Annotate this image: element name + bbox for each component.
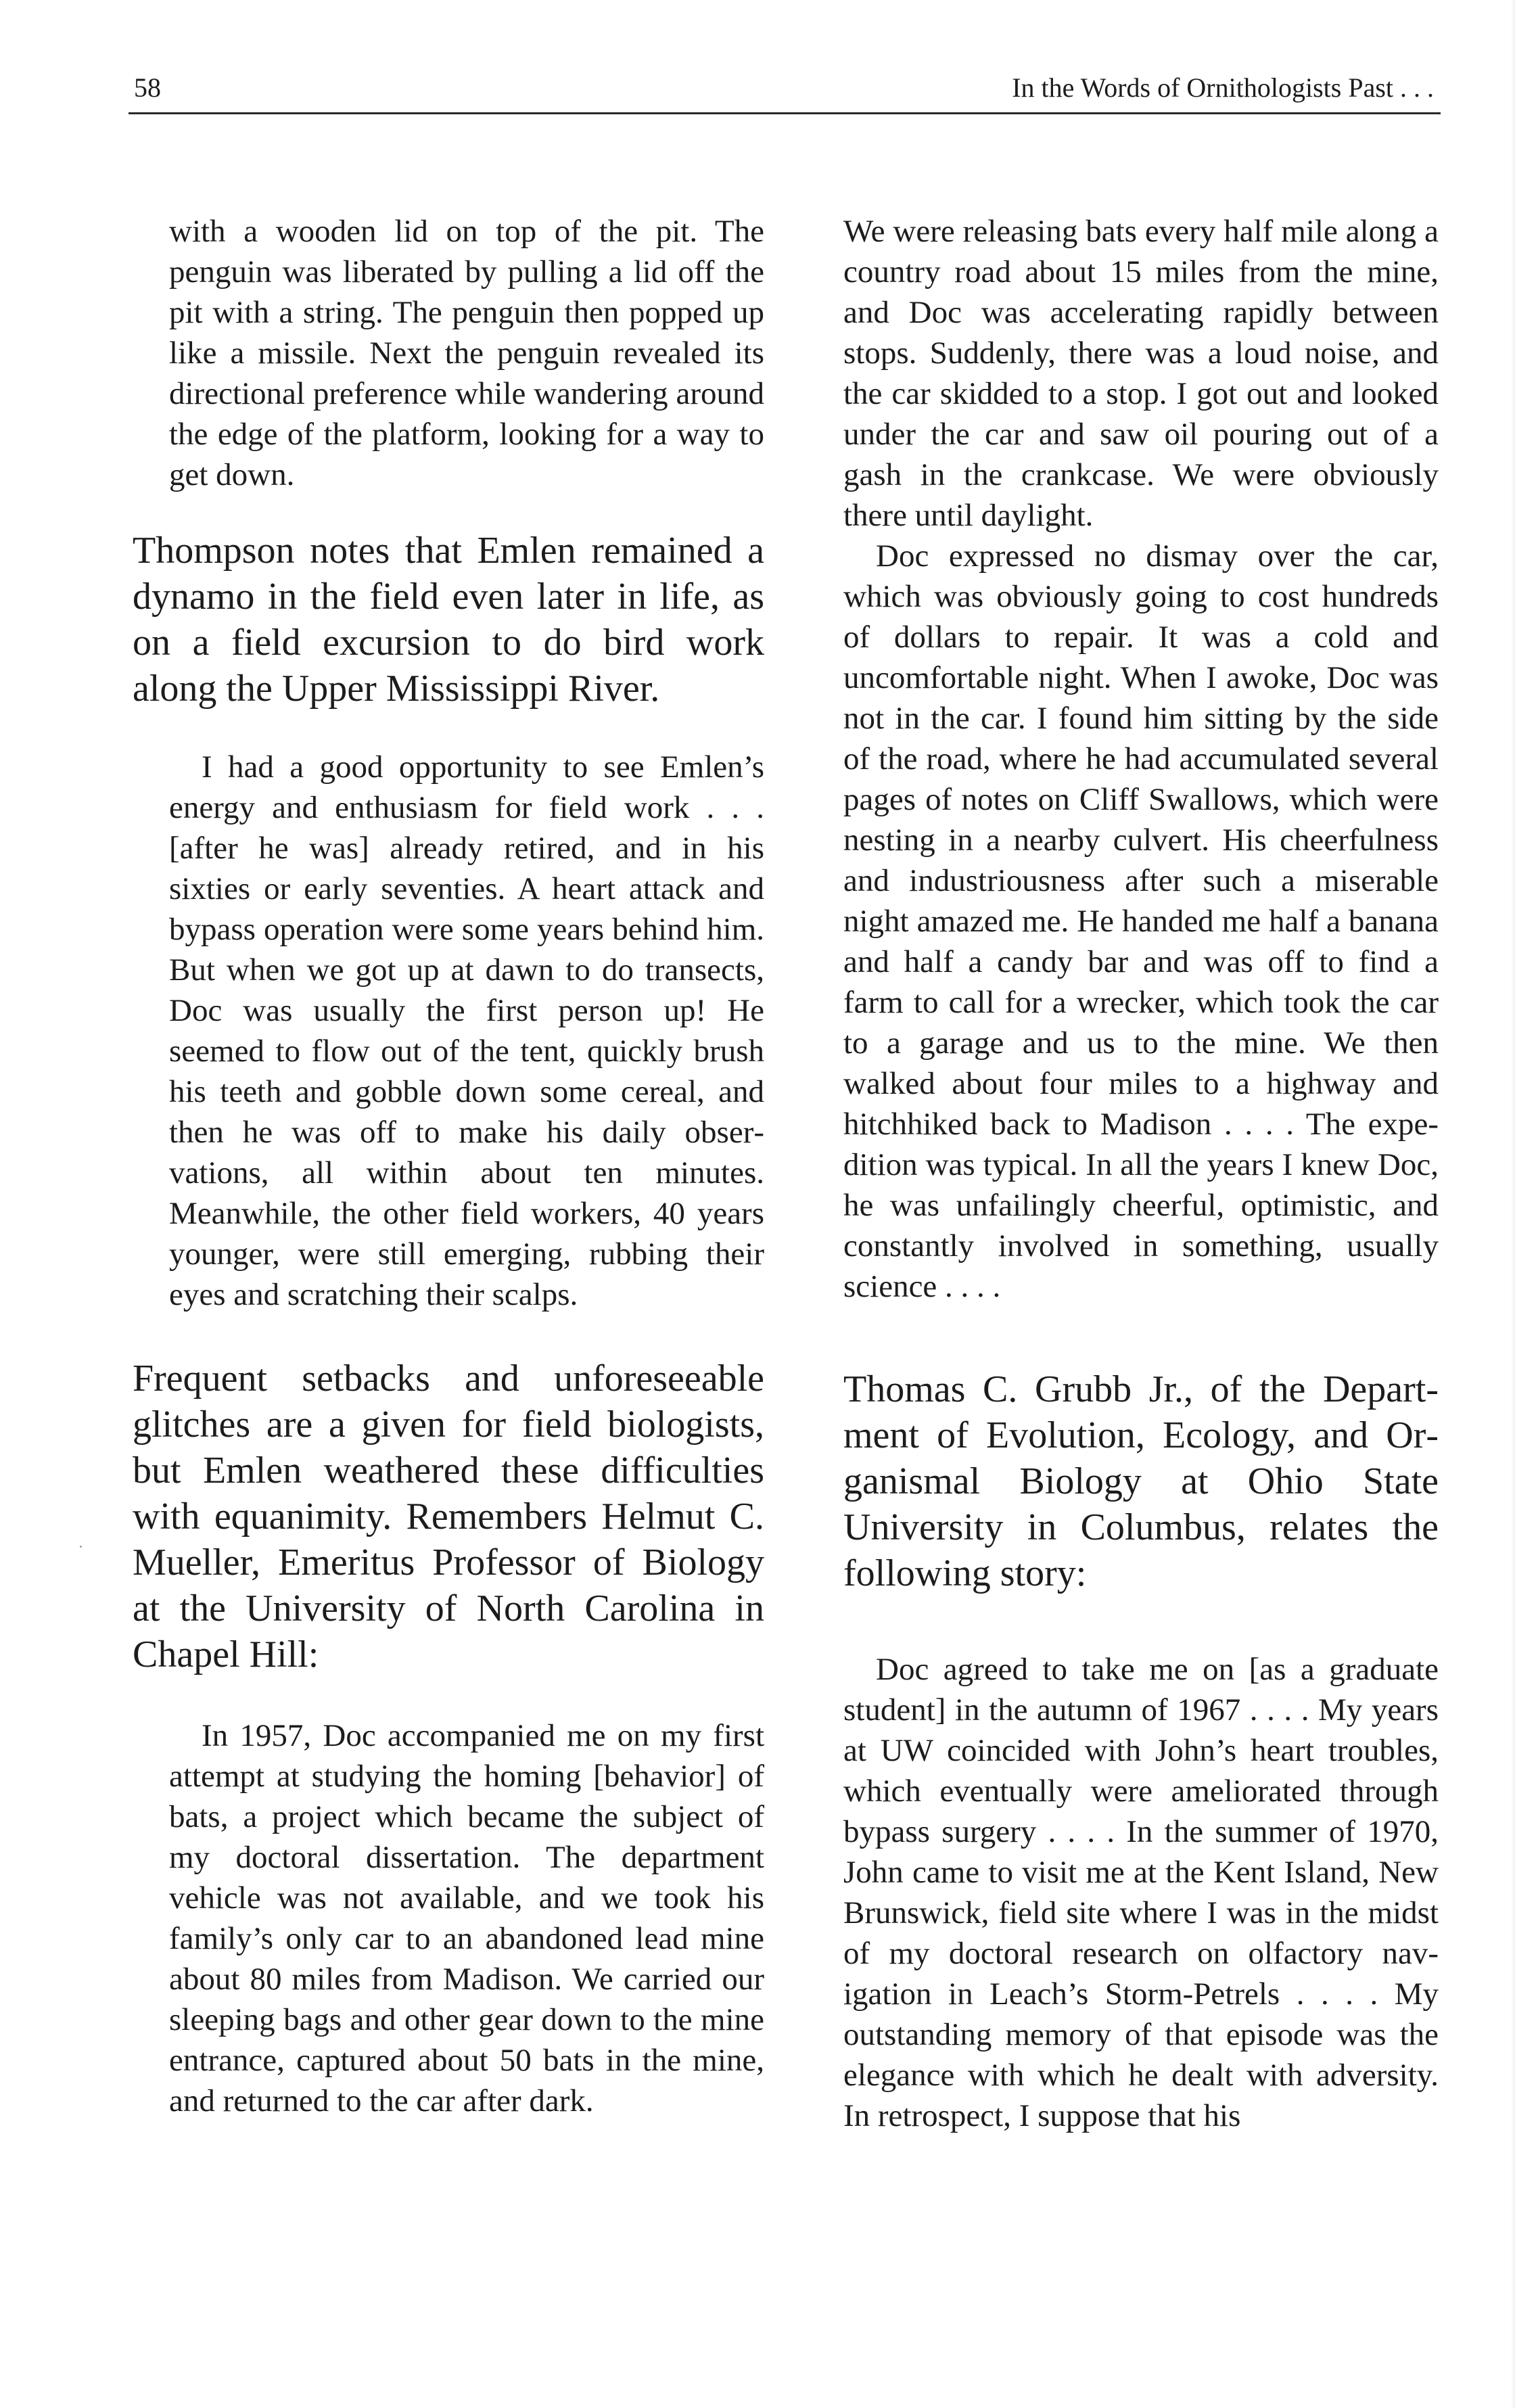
- quote-paragraph: I had a good opportunity to see Emlen’s energy and enthusiasm for field work . . . [after he was] already retired, and in his sixties or early seventies. A heart attack and bypass operation were some years behind him. But when we got up at dawn to do transects, Doc was usually the first person up! He seemed to flow out of the tent, quickly brush his teeth and gobble down some cereal, and then he was off to make his daily observations, all within about ten minutes. Meanwhile, the other field workers, 40 years younger, were still emerging, rubbing their eyes and scratching their scalps.: [169, 749, 764, 1312]
- quote-paragraph: with a wooden lid on top of the pit. The penguin was liberated by pulling a lid off the pit with a string. The penguin then popped up like a missile. Next the penguin revealed its directional preference while wandering around the edge of the platform, looking for a way to get down.: [169, 214, 764, 492]
- block-quote-mueller: [169, 1715, 764, 2121]
- block-quote-penguin: [169, 211, 764, 495]
- page-edge-shadow: [1511, 0, 1515, 2408]
- page-number: 58: [134, 72, 161, 103]
- block-quote-mueller-continued: [843, 211, 1439, 1307]
- header-rule: [129, 112, 1441, 114]
- quote-paragraph: Doc agreed to take me on [as a graduate student] in the autumn of 1967 . . . . My years at UW coincided with John’s heart troubles, which eventually were ameliorated through bypass surgery . . . . In the summer of 1970, John came to visit me at the Kent Island, New Brunswick, field site where I was in the midst of my doctoral research on olfactory navigation in Leach’s Storm-Petrels . . . . My outstanding memory of that episode was the elegance with which he dealt with adversity. In retrospect, I suppose that his: [843, 1652, 1439, 2133]
- quote-paragraph: We were releasing bats every half mile along a country road about 15 miles from the mine, and Doc was accelerating rapidly between stops. Suddenly, there was a loud noise, and the car skidded to a stop. I got out and looked under the car and saw oil pouring out of a gash in the crankcase. We were obviously there until daylight.: [843, 214, 1439, 533]
- running-head: [129, 68, 1441, 108]
- margin-speck: [80, 1546, 82, 1548]
- narrative-paragraph-thompson: Thompson notes that Emlen remained a dynamo in the field even later in life, as on a field excursion to do bird work along the Upper Mississippi River.: [133, 530, 764, 710]
- quote-paragraph: In 1957, Doc accompanied me on my first attempt at studying the homing [behavior] of bats, a project which became the subject of my doctoral dissertation. The department vehicle was not available, and we took his family’s only car to an abandoned lead mine about 80 miles from Madison. We carried our sleeping bags and other gear down to the mine entrance, captured about 50 bats in the mine, and returned to the car after dark.: [169, 1718, 764, 2118]
- left-column: [133, 211, 764, 2121]
- quote-paragraph: Doc expressed no dismay over the car, which was obviously going to cost hundreds of dollars to repair. It was a cold and uncomfortable night. When I awoke, Doc was not in the car. I found him sitting by the side of the road, where he had accumulated several pages of notes on Cliff Swallows, which were nesting in a nearby culvert. His cheerfulness and industriousness after such a miserable night amazed me. He handed me half a banana and half a candy bar and was off to find a farm to call for a wrecker, which took the car to a garage and us to the mine. We then walked about four miles to a highway and hitchhiked back to Madison . . . . The expedition was typical. In all the years I knew Doc, he was unfailingly cheerful, optimistic, and constantly involved in something, usually science . . . .: [843, 538, 1439, 1304]
- block-quote-energy: [169, 747, 764, 1315]
- right-column: [843, 211, 1439, 2136]
- narrative-paragraph-setbacks: Frequent setbacks and unforeseeable glitches are a given for field biologists, but Emlen weathered these difficulties with equanimity. Remembers Helmut C. Mueller, Emeritus Professor of Biology at the University of North Carolina in Chapel Hill:: [133, 1358, 764, 1675]
- running-title: In the Words of Ornithologists Past . . .: [1012, 72, 1434, 103]
- block-quote-grubb: [843, 1649, 1439, 2136]
- narrative-paragraph-grubb: Thomas C. Grubb Jr., of the Department of Evolution, Ecology, and Organismal Biology at Ohio State University in Columbus, relates the following story:: [843, 1368, 1439, 1594]
